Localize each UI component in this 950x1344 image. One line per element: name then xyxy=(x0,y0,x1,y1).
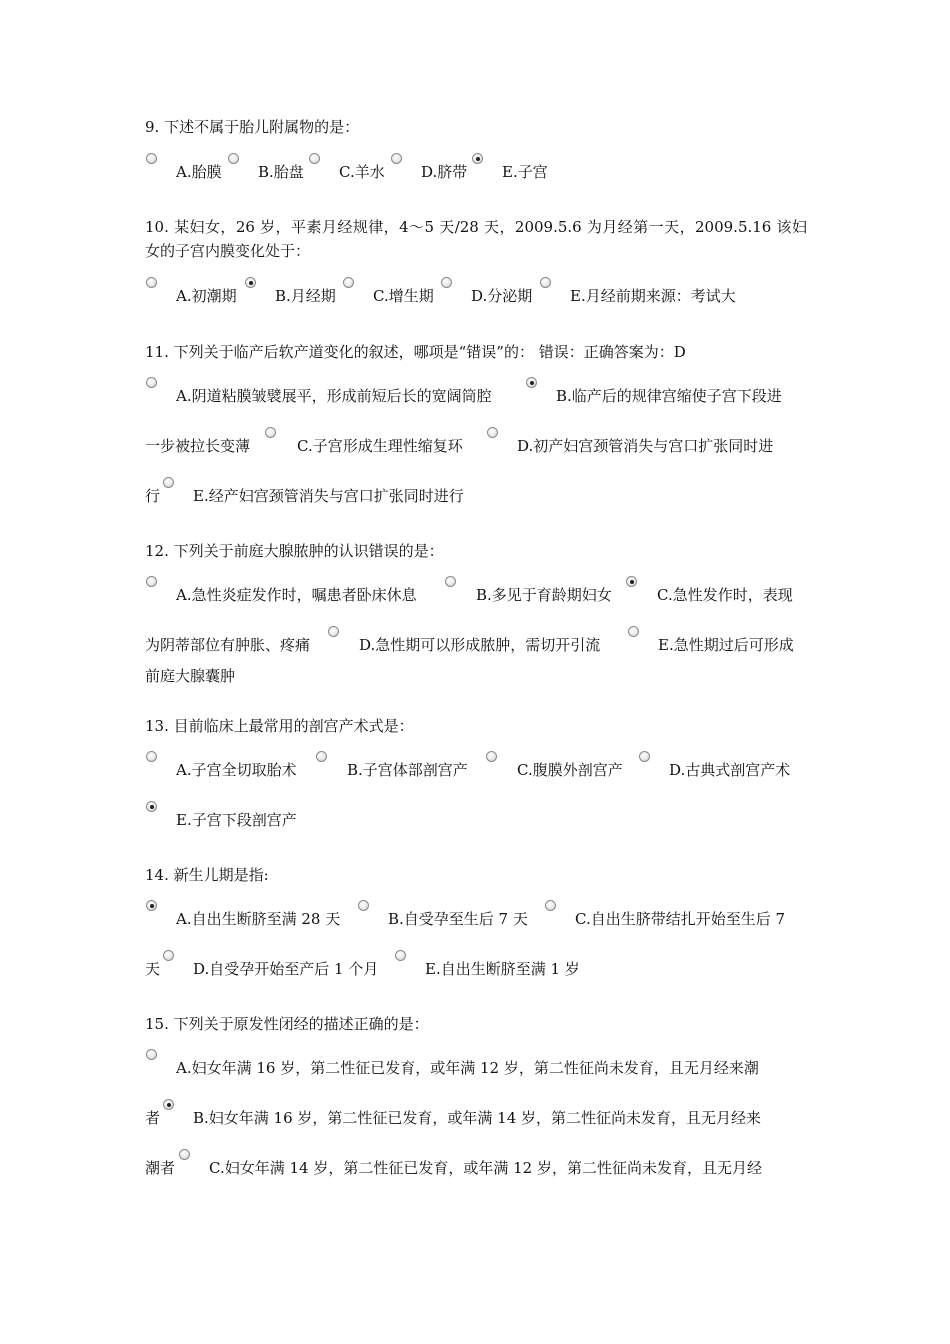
option-q10-b: B.月经期 xyxy=(275,287,336,305)
radio-q12-a[interactable] xyxy=(146,576,157,587)
option-q11-b: B.临产后的规律宫缩使子宫下段进 xyxy=(556,387,782,405)
option-q14-b: B.自受孕至生后 7 天 xyxy=(388,910,528,928)
option-q12-a: A.急性炎症发作时，嘱患者卧床休息 xyxy=(176,586,417,604)
radio-q15-b[interactable] xyxy=(163,1099,174,1110)
option-q15-c: C.妇女年满 14 岁，第二性征已发育，或年满 12 岁，第二性征尚未发育，且无月经 xyxy=(209,1159,762,1177)
question-10-prompt-line1: 10. 某妇女，26 岁，平素月经规律，4～5 天/28 天，2009.5.6 为月经第一天，2009.5.16 该妇 xyxy=(145,218,807,236)
radio-q10-b[interactable] xyxy=(245,277,256,288)
option-q14-a: A.自出生断脐至满 28 天 xyxy=(176,910,341,928)
question-13-prompt: 13. 目前临床上最常用的剖宫产术式是： xyxy=(145,717,414,735)
radio-q10-e[interactable] xyxy=(540,277,551,288)
option-q9-d: D.脐带 xyxy=(421,163,468,181)
option-q13-c: C.腹膜外剖宫产 xyxy=(517,761,623,779)
option-q12-e: E.急性期过后可形成 xyxy=(658,636,794,654)
radio-q15-c[interactable] xyxy=(179,1149,190,1160)
option-q11-e: E.经产妇宫颈管消失与宫口扩张同时进行 xyxy=(193,487,464,505)
radio-q13-e[interactable] xyxy=(146,801,157,812)
radio-q14-c[interactable] xyxy=(545,900,556,911)
option-q9-e: E.子宫 xyxy=(502,163,548,181)
option-q11-c: C.子宫形成生理性缩复环 xyxy=(297,437,463,455)
option-q14-c: C.自出生脐带结扎开始至生后 7 xyxy=(575,910,786,928)
option-q15-b-cont: 潮者 xyxy=(145,1159,176,1177)
option-q15-a-cont: 者 xyxy=(145,1109,161,1127)
question-10-prompt-line2: 女的子宫内膜变化处于： xyxy=(145,242,311,260)
radio-q14-a[interactable] xyxy=(146,900,157,911)
question-14-prompt: 14. 新生儿期是指: xyxy=(145,866,269,884)
option-q13-a: A.子宫全切取胎术 xyxy=(176,761,297,779)
option-q12-c-cont: 为阴蒂部位有肿胀、疼痛 xyxy=(145,636,311,654)
radio-q11-a[interactable] xyxy=(146,377,157,388)
option-q15-b: B.妇女年满 16 岁，第二性征已发育，或年满 14 岁，第二性征尚未发育，且无月经来 xyxy=(193,1109,762,1127)
radio-q13-d[interactable] xyxy=(639,751,650,762)
radio-q11-e[interactable] xyxy=(163,477,174,488)
option-q14-e: E.自出生断脐至满 1 岁 xyxy=(425,960,580,978)
option-q12-b: B.多见于育龄期妇女 xyxy=(476,586,612,604)
radio-q11-c[interactable] xyxy=(265,427,276,438)
radio-q10-a[interactable] xyxy=(146,277,157,288)
option-q9-a: A.胎膜 xyxy=(176,163,222,181)
radio-q11-d[interactable] xyxy=(487,427,498,438)
option-q12-d: D.急性期可以形成脓肿，需切开引流 xyxy=(359,636,601,654)
option-q11-b-cont: 一步被拉长变薄 xyxy=(145,437,251,455)
radio-q13-c[interactable] xyxy=(486,751,497,762)
radio-q12-d[interactable] xyxy=(328,626,339,637)
radio-q12-c[interactable] xyxy=(626,576,637,587)
option-q11-d: D.初产妇宫颈管消失与宫口扩张同时进 xyxy=(517,437,774,455)
option-q13-e: E.子宫下段剖宫产 xyxy=(176,811,297,829)
radio-q9-b[interactable] xyxy=(228,153,239,164)
radio-q9-a[interactable] xyxy=(146,153,157,164)
question-12-prompt: 12. 下列关于前庭大腺脓肿的认识错误的是： xyxy=(145,542,444,560)
radio-q9-c[interactable] xyxy=(309,153,320,164)
option-q11-a: A.阴道粘膜皱襞展平，形成前短后长的宽阔筒腔 xyxy=(176,387,492,405)
radio-q10-c[interactable] xyxy=(343,277,354,288)
radio-q15-a[interactable] xyxy=(146,1049,157,1060)
radio-q13-a[interactable] xyxy=(146,751,157,762)
option-q10-d: D.分泌期 xyxy=(471,287,533,305)
radio-q14-b[interactable] xyxy=(358,900,369,911)
question-9-prompt: 9. 下述不属于胎儿附属物的是： xyxy=(145,118,360,136)
option-q13-b: B.子宫体部剖宫产 xyxy=(347,761,468,779)
radio-q9-e[interactable] xyxy=(472,153,483,164)
question-15-prompt: 15. 下列关于原发性闭经的描述正确的是： xyxy=(145,1015,429,1033)
option-q14-c-cont: 天 xyxy=(145,960,161,978)
option-q12-e-cont: 前庭大腺囊肿 xyxy=(145,667,236,685)
radio-q14-d[interactable] xyxy=(163,950,174,961)
question-11-prompt: 11. 下列关于临产后软产道变化的叙述，哪项是“错误”的： 错误：正确答案为：D xyxy=(145,343,686,361)
option-q9-b: B.胎盘 xyxy=(258,163,304,181)
radio-q13-b[interactable] xyxy=(316,751,327,762)
option-q13-d: D.古典式剖宫产术 xyxy=(669,761,791,779)
radio-q10-d[interactable] xyxy=(441,277,452,288)
option-q12-c: C.急性发作时，表现 xyxy=(657,586,793,604)
option-q10-e: E.月经前期来源：考试大 xyxy=(570,287,736,305)
option-q9-c: C.羊水 xyxy=(339,163,385,181)
option-q10-c: C.增生期 xyxy=(373,287,434,305)
option-q14-d: D.自受孕开始至产后 1 个月 xyxy=(193,960,379,978)
radio-q11-b[interactable] xyxy=(526,377,537,388)
radio-q9-d[interactable] xyxy=(391,153,402,164)
radio-q12-b[interactable] xyxy=(445,576,456,587)
radio-q12-e[interactable] xyxy=(628,626,639,637)
option-q15-a: A.妇女年满 16 岁，第二性征已发育，或年满 12 岁，第二性征尚未发育，且无月经来潮 xyxy=(176,1059,759,1077)
option-q10-a: A.初潮期 xyxy=(176,287,237,305)
radio-q14-e[interactable] xyxy=(395,950,406,961)
option-q11-d-cont: 行 xyxy=(145,487,161,505)
